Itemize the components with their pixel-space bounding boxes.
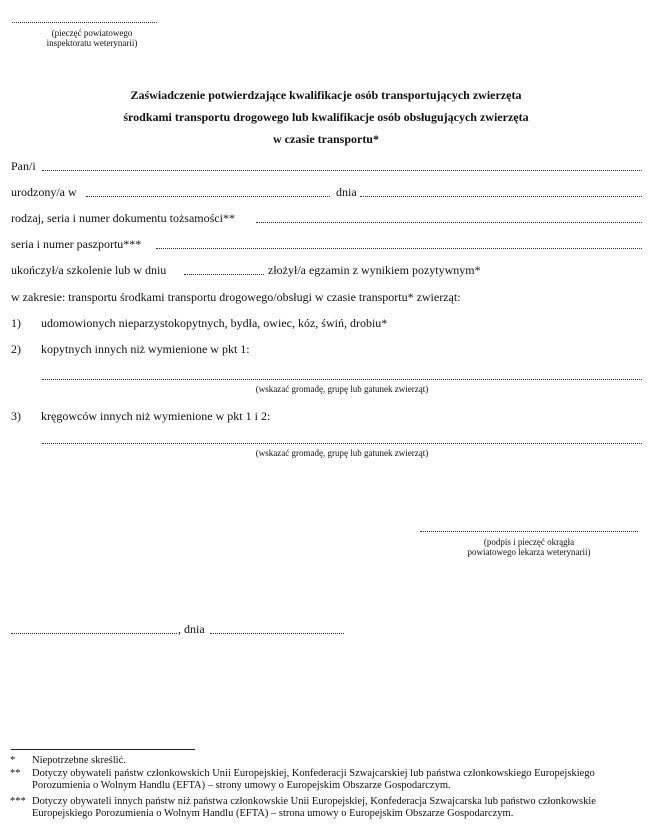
birthdate-field[interactable] [360,196,642,197]
footnote-2-mark: ** [10,768,21,779]
stamp-caption-line1: (pieczęć powiatowego [51,28,133,38]
scope-label: w zakresie: transportu środkami transportu drogowego/obsługi w czasie transportu* zwierząt: [11,290,461,304]
stamp-caption [12,28,172,48]
stamp-caption-line2: inspektoratu weterynarii) [46,38,138,48]
signature-caption-line1: (podpis i pieczęć okrągła [483,537,575,547]
item-3-text: kręgowców innych niż wymienione w pkt 1 i 2: [41,409,271,423]
birthdate-label: dnia [336,185,357,199]
footnote-3 [0,796,652,822]
identity-document-label: rodzaj, seria i numer dokumentu tożsamości** [11,211,235,225]
born-label: urodzony/a w [11,185,77,199]
item-3-number: 3) [11,409,21,423]
signature-caption [420,537,638,557]
item-2-hint: (wskazać gromadę, grupę lub gatunek zwierząt) [255,384,429,394]
place-date-label: , dnia [178,622,205,636]
document-title-line2: środkami transportu drogowego lub kwalifikacje osób obsługujących zwierzęta [123,110,529,124]
item-2-field[interactable] [42,379,642,380]
document-title-line3: w czasie transportu* [273,132,379,146]
footnote-3-text: Dotyczy obywateli innych państw niż państwa członkowskie Unii Europejskiej, Konfederacja Szwajcarska lub państwo członkowskie Europejskiego Porozumienia o Wolnym Handlu (EFTA) – strona umowy o Europejskim Obszarze Gospodarczym. [32,796,596,819]
training-label: ukończył/a szkolenie lub w dniu [11,263,167,277]
training-date-field[interactable] [184,274,264,275]
passport-label: seria i numer paszportu*** [11,237,142,251]
signature-field[interactable] [420,531,638,532]
item-3-field[interactable] [42,443,642,444]
item-2-number: 2) [11,342,21,356]
passport-field[interactable] [156,248,642,249]
footnote-3-mark: *** [10,796,26,807]
pan-field[interactable] [42,170,642,171]
item-2-text: kopytnych innych niż wymienione w pkt 1: [41,342,250,356]
exam-label: złożył/a egzamin z wynikiem pozytywnym* [268,263,481,277]
identity-document-field[interactable] [256,222,642,223]
footnote-2-text: Dotyczy obywateli państw członkowskich Unii Europejskiej, Konfederacji Szwajcarskiej lub państwa członkowskiego Europejskiego Porozumienia o Wolnym Handlu (EFTA) – strony umowy o Europejskim Obszarze Gospodarczym. [32,768,595,791]
item-3-hint: (wskazać gromadę, grupę lub gatunek zwierząt) [255,448,429,458]
footnote-1-text: Niepotrzebne skreślić. [32,755,126,766]
pan-label: Pan/i [11,159,36,173]
item-1-number: 1) [11,316,21,330]
date-field[interactable] [210,633,344,634]
item-1-text: udomowionych nieparzystokopytnych, bydła, owiec, kóz, świń, drobiu* [41,316,388,330]
signature-caption-line2: powiatowego lekarza weterynarii) [467,547,591,557]
footnote-2 [0,768,652,794]
stamp-line [12,22,157,23]
footnote-1 [0,755,652,767]
place-field[interactable] [11,633,177,634]
footnote-divider [11,749,195,750]
footnote-1-mark: * [10,755,16,766]
birthplace-field[interactable] [86,196,330,197]
document-title-line1: Zaświadczenie potwierdzające kwalifikacje osób transportujących zwierzęta [130,88,522,102]
